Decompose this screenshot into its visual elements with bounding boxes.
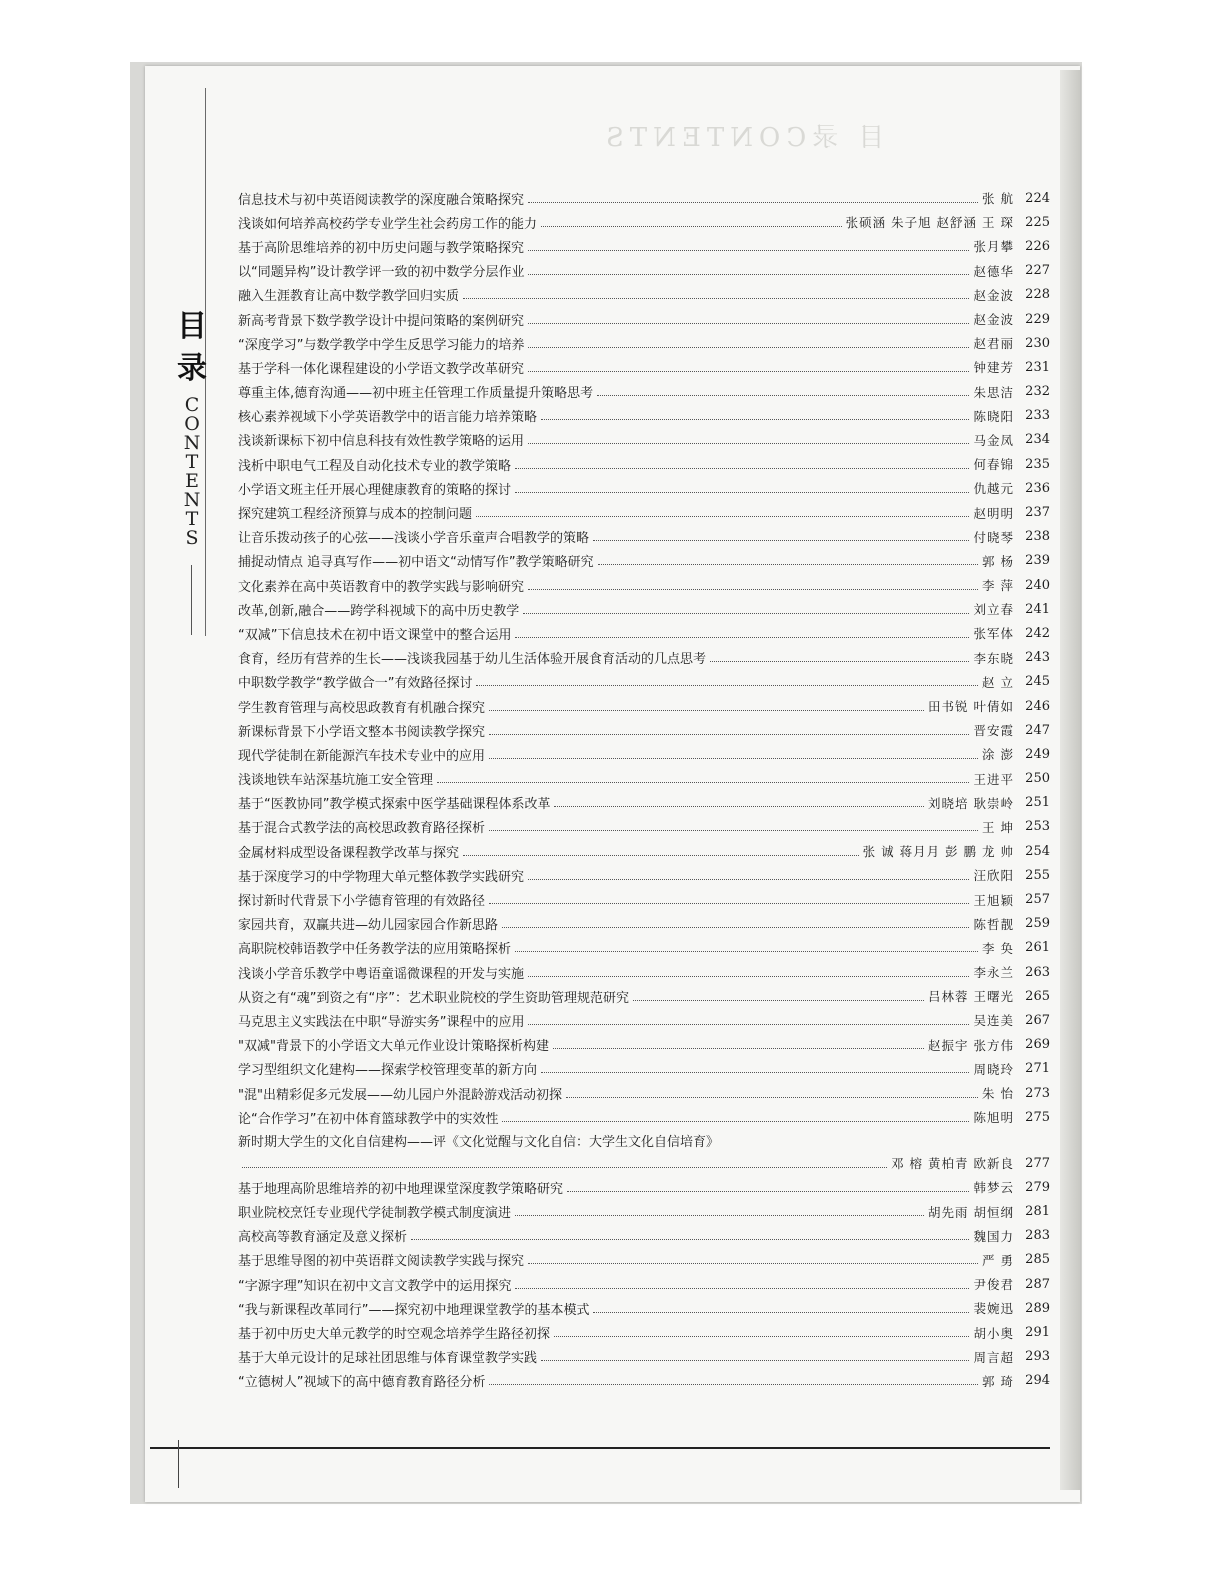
- dot-leader: [476, 516, 969, 517]
- entry-title: 基于初中历史大单元教学的时空观念培养学生路径初探: [238, 1327, 551, 1343]
- entry-title: 小学语文班主任开展心理健康教育的策略的探讨: [238, 482, 512, 498]
- side-title-letter: C: [184, 394, 200, 416]
- entry-page-number: 293: [1025, 1349, 1050, 1365]
- entry-title: 浅谈小学音乐教学中粤语童谣微课程的开发与实施: [238, 966, 525, 982]
- dot-leader: [515, 1215, 924, 1216]
- entry-authors: 赵德华: [973, 263, 1014, 279]
- entry-authors: 刘立春: [973, 602, 1014, 618]
- entry-authors: 吴连美: [973, 1013, 1014, 1029]
- entry-page-number: 234: [1025, 432, 1050, 448]
- dot-leader: [528, 976, 969, 977]
- entry-authors: 严 勇: [982, 1252, 1014, 1268]
- entry-title: 新高考背景下数学教学设计中提问策略的案例研究: [238, 313, 525, 329]
- entry-title: 从资之有“魂”到资之有“序”：艺术职业院校的学生资助管理规范研究: [238, 990, 629, 1006]
- toc-entry[interactable]: [238, 210, 1050, 234]
- dot-leader: [528, 1024, 969, 1025]
- entry-authors: 韩梦云: [973, 1180, 1014, 1196]
- entry-title: 基于混合式教学法的高校思政教育路径探析: [238, 821, 486, 837]
- side-rule: [191, 565, 192, 635]
- entry-page-number: 279: [1025, 1179, 1050, 1195]
- side-title-letter: T: [185, 508, 199, 530]
- dot-leader: [437, 782, 969, 783]
- entry-page-number: 250: [1025, 771, 1050, 787]
- entry-title: 改革,创新,融合——跨学科视域下的高中历史教学: [238, 603, 520, 619]
- entry-authors: 赵君丽: [973, 336, 1014, 352]
- entry-page-number: 231: [1025, 359, 1050, 375]
- entry-authors: 何春锦: [973, 457, 1014, 473]
- toc-entry[interactable]: [238, 1345, 1050, 1369]
- dot-leader: [528, 323, 969, 324]
- entry-authors: 王旭颖: [973, 892, 1014, 908]
- side-title-en: [172, 396, 212, 548]
- dot-leader: [566, 1097, 978, 1098]
- entry-title: 尊重主体,德育沟通——初中班主任管理工作质量提升策略思考: [238, 386, 594, 402]
- side-title-letter: T: [185, 451, 199, 473]
- toc-entry[interactable]: [238, 549, 1050, 573]
- toc-entry[interactable]: [238, 936, 1050, 960]
- entry-page-number: 233: [1025, 408, 1050, 424]
- entry-title: 浅谈如何培养高校药学专业学生社会药房工作的能力: [238, 216, 538, 232]
- entry-title: 中职数学教学“教学做合一”有效路径探讨: [238, 676, 473, 692]
- entry-authors: 陈晓阳: [973, 408, 1014, 424]
- entry-authors: 李 奂: [982, 940, 1014, 956]
- toc-entry[interactable]: [238, 742, 1050, 766]
- entry-page-number: 261: [1025, 940, 1050, 956]
- toc-entry[interactable]: [238, 887, 1050, 911]
- entry-authors: 汪欣阳: [973, 868, 1014, 884]
- dot-leader: [489, 758, 978, 759]
- entry-authors: 周晓玲: [973, 1061, 1014, 1077]
- entry-page-number: 245: [1025, 674, 1050, 690]
- entry-title: 让音乐拨动孩子的心弦——浅谈小学音乐童声合唱教学的策略: [238, 531, 590, 547]
- entry-page-number: 273: [1025, 1085, 1050, 1101]
- entry-title: 基于高阶思维培养的初中历史问题与教学策略探究: [238, 240, 525, 256]
- toc-entry[interactable]: [238, 500, 1050, 524]
- toc-entry[interactable]: [238, 380, 1050, 404]
- entry-page-number: 227: [1025, 263, 1050, 279]
- entry-authors: 赵金波: [973, 287, 1014, 303]
- entry-authors: 朱 怡: [982, 1086, 1014, 1102]
- dot-leader: [515, 492, 969, 493]
- dot-leader: [528, 274, 969, 275]
- dot-leader: [489, 903, 969, 904]
- toc-entry[interactable]: [238, 1105, 1050, 1129]
- entry-authors: 吕林蓉 王曙光: [928, 989, 1014, 1005]
- entry-authors: 晋安霞: [973, 723, 1014, 739]
- entry-page-number: 232: [1025, 384, 1050, 400]
- toc-entry[interactable]: [238, 1200, 1050, 1224]
- entry-title: “双减”下信息技术在初中语文课堂中的整合运用: [238, 627, 512, 643]
- toc-entry[interactable]: [238, 646, 1050, 670]
- dot-leader: [411, 1239, 969, 1240]
- entry-title: 金属材料成型设备课程教学改革与探究: [238, 845, 460, 861]
- entry-title: "双减"背景下的小学语文大单元作业设计策略探析构建: [238, 1039, 549, 1055]
- entry-authors: 朱思洁: [973, 384, 1014, 400]
- toc-entry[interactable]: [238, 355, 1050, 379]
- side-title-cn-1: 目: [177, 309, 207, 344]
- entry-authors: 赵金波: [973, 312, 1014, 328]
- dot-leader: [489, 1384, 978, 1385]
- toc-entry[interactable]: [238, 283, 1050, 307]
- toc-entry[interactable]: [238, 960, 1050, 984]
- dot-leader: [528, 443, 969, 444]
- side-title-letter: O: [184, 413, 200, 435]
- entry-title: 现代学徒制在新能源汽车技术专业中的应用: [238, 748, 486, 764]
- dot-leader: [528, 879, 969, 880]
- entry-authors: 邓 榕 黄柏青 欧新良: [891, 1156, 1014, 1172]
- toc-entry[interactable]: [238, 404, 1050, 428]
- entry-authors: 张 诚 蒋月月 彭 鹏 龙 帅: [862, 844, 1014, 860]
- entry-page-number: 253: [1025, 819, 1050, 835]
- entry-page-number: 255: [1025, 867, 1050, 883]
- entry-page-number: 241: [1025, 601, 1050, 617]
- entry-title: 文化素养在高中英语教育中的教学实践与影响研究: [238, 579, 525, 595]
- side-title-letter: N: [183, 489, 201, 511]
- bottom-vertical-rule: [178, 1440, 179, 1488]
- dot-leader: [528, 250, 969, 251]
- entry-authors: 裴婉迅: [973, 1301, 1014, 1317]
- entry-title: “立德树人”视域下的高中德育教育路径分析: [238, 1375, 486, 1391]
- entry-authors: 赵明明: [973, 505, 1014, 521]
- entry-title: 论“合作学习”在初中体育篮球教学中的实效性: [238, 1111, 499, 1127]
- entry-title: 新课标背景下小学语文整本书阅读教学探究: [238, 724, 486, 740]
- entry-authors: 仇越元: [973, 481, 1014, 497]
- entry-title: 基于思维导图的初中英语群文阅读教学实践与探究: [238, 1254, 525, 1270]
- entry-title: 探究建筑工程经济预算与成本的控制问题: [238, 507, 473, 523]
- entry-title: 高职院校韩语教学中任务教学法的应用策略探析: [238, 942, 512, 958]
- dot-leader: [554, 1336, 969, 1337]
- entry-authors: 张军体: [973, 626, 1014, 642]
- dot-leader: [523, 613, 969, 614]
- dot-leader: [541, 419, 969, 420]
- entry-page-number: 236: [1025, 480, 1050, 496]
- dot-leader: [541, 226, 842, 227]
- toc-entry[interactable]: [238, 1081, 1050, 1105]
- dot-leader: [515, 951, 978, 952]
- dot-leader: [463, 298, 969, 299]
- toc-entry[interactable]: [238, 452, 1050, 476]
- toc-entry[interactable]: [238, 1008, 1050, 1032]
- entry-page-number: 228: [1025, 287, 1050, 303]
- entry-title: “我与新课程改革同行”——探究初中地理课堂教学的基本模式: [238, 1302, 590, 1318]
- entry-page-number: 238: [1025, 529, 1050, 545]
- entry-title: 融入生涯教育让高中数学教学回归实质: [238, 289, 460, 305]
- entry-page-number: 237: [1025, 505, 1050, 521]
- entry-page-number: 229: [1025, 311, 1050, 327]
- entry-title: 家园共育，双赢共进—幼儿园家园合作新思路: [238, 918, 499, 934]
- entry-title: 基于“医教协同”教学模式探索中医学基础课程体系改革: [238, 797, 551, 813]
- dot-leader: [489, 830, 978, 831]
- entry-title: “深度学习”与数学教学中学生反思学习能力的培养: [238, 337, 525, 353]
- bottom-rule: [150, 1447, 1050, 1449]
- side-title-letter: N: [183, 432, 201, 454]
- dot-leader: [541, 1360, 969, 1361]
- toc-entry[interactable]: [238, 984, 1050, 1008]
- bleed-through-header: 目 录CONTENTS: [600, 122, 885, 153]
- entry-title: 以“同题异构”设计教学评一致的初中数学分层作业: [238, 265, 525, 281]
- entry-page-number: 225: [1025, 214, 1050, 230]
- dot-leader: [541, 1072, 969, 1073]
- entry-page-number: 265: [1025, 988, 1050, 1004]
- dot-leader: [476, 685, 978, 686]
- entry-authors: 陈旭明: [973, 1110, 1014, 1126]
- entry-title: 学生教育管理与高校思政教育有机融合探究: [238, 700, 486, 716]
- toc-entry[interactable]: [238, 476, 1050, 500]
- entry-page-number: 259: [1025, 916, 1050, 932]
- toc-entry[interactable]: [238, 1175, 1050, 1199]
- entry-page-number: 289: [1025, 1300, 1050, 1316]
- entry-title: "混"出精彩促多元发展——幼儿园户外混龄游戏活动初探: [238, 1087, 562, 1103]
- entry-page-number: 246: [1025, 698, 1050, 714]
- toc-entry[interactable]: [238, 1057, 1050, 1081]
- entry-title: 高校高等教育涵定及意义探析: [238, 1230, 408, 1246]
- entry-authors: 郭 杨: [982, 553, 1014, 569]
- entry-page-number: 269: [1025, 1037, 1050, 1053]
- entry-page-number: 263: [1025, 964, 1050, 980]
- toc-entry[interactable]: [238, 694, 1050, 718]
- entry-title: 浅析中职电气工程及自动化技术专业的教学策略: [238, 458, 512, 474]
- entry-title: 职业院校烹饪专业现代学徒制教学模式制度演进: [238, 1206, 512, 1222]
- entry-authors: 张硕涵 朱子旭 赵舒涵 王 琛: [845, 215, 1014, 231]
- entry-page-number: 224: [1025, 190, 1050, 206]
- entry-authors: 胡先雨 胡恒纲: [928, 1204, 1014, 1220]
- entry-authors: 马金凤: [973, 432, 1014, 448]
- toc-entry[interactable]: [238, 1320, 1050, 1344]
- dot-leader: [710, 661, 969, 662]
- toc-entry[interactable]: [238, 718, 1050, 742]
- toc-entry[interactable]: [238, 331, 1050, 355]
- entry-page-number: 251: [1025, 795, 1050, 811]
- entry-authors: 胡小奥: [973, 1325, 1014, 1341]
- entry-page-number: 285: [1025, 1252, 1050, 1268]
- entry-title: “字源字理”知识在初中文言文教学中的运用探究: [238, 1278, 512, 1294]
- dot-leader: [528, 371, 969, 372]
- toc-entry[interactable]: [238, 597, 1050, 621]
- entry-authors: 刘晓培 耿崇岭: [928, 795, 1014, 811]
- entry-authors: 魏国力: [973, 1228, 1014, 1244]
- entry-title: 食育，经历有营养的生长——浅谈我园基于幼儿生活体验开展食育活动的几点思考: [238, 652, 707, 668]
- entry-authors: 王 坤: [982, 819, 1014, 835]
- toc-entry[interactable]: [238, 259, 1050, 283]
- dot-leader: [554, 806, 924, 807]
- entry-page-number: 271: [1025, 1061, 1050, 1077]
- toc-entry[interactable]: [238, 1369, 1050, 1393]
- entry-authors: 陈哲靓: [973, 916, 1014, 932]
- toc-entry[interactable]: [238, 791, 1050, 815]
- entry-title: 基于学科一体化课程建设的小学语文教学改革研究: [238, 361, 525, 377]
- entry-authors: 赵 立: [982, 674, 1014, 690]
- dot-leader: [242, 1167, 887, 1168]
- dot-leader: [489, 710, 924, 711]
- entry-page-number: 267: [1025, 1012, 1050, 1028]
- toc-entry[interactable]: [238, 863, 1050, 887]
- toc-entry[interactable]: [238, 573, 1050, 597]
- entry-authors: 王进平: [973, 771, 1014, 787]
- toc-entry[interactable]: [238, 186, 1050, 210]
- dot-leader: [528, 347, 969, 348]
- entry-page-number: 281: [1025, 1204, 1050, 1220]
- entry-page-number: 277: [1025, 1155, 1050, 1171]
- entry-authors: 付晓琴: [973, 529, 1014, 545]
- entry-page-number: 291: [1025, 1325, 1050, 1341]
- toc-entry[interactable]: [238, 670, 1050, 694]
- dot-leader: [463, 855, 859, 856]
- dot-leader: [515, 637, 969, 638]
- toc-entry[interactable]: [238, 839, 1050, 863]
- entry-page-number: 287: [1025, 1276, 1050, 1292]
- entry-page-number: 235: [1025, 456, 1050, 472]
- toc-entry[interactable]: [238, 815, 1050, 839]
- page-edge: [1060, 70, 1080, 1490]
- dot-leader: [515, 1288, 969, 1289]
- toc-entry[interactable]: [238, 525, 1050, 549]
- dot-leader: [515, 468, 969, 469]
- entry-page-number: 249: [1025, 746, 1050, 762]
- entry-authors: 李永兰: [973, 965, 1014, 981]
- entry-title: 浅谈新课标下初中信息科技有效性教学策略的运用: [238, 434, 525, 450]
- toc-entry[interactable]: [238, 1151, 1050, 1175]
- entry-authors: 钟建芳: [973, 360, 1014, 376]
- dot-leader: [489, 734, 969, 735]
- entry-page-number: 242: [1025, 625, 1050, 641]
- dot-leader: [528, 1263, 978, 1264]
- entry-title: 学习型组织文化建构——探索学校管理变革的新方向: [238, 1063, 538, 1079]
- toc-entry[interactable]: [238, 912, 1050, 936]
- entry-page-number: 247: [1025, 722, 1050, 738]
- toc-entry[interactable]: [238, 307, 1050, 331]
- entry-authors: 张 航: [982, 191, 1014, 207]
- entry-authors: 周言超: [973, 1349, 1014, 1365]
- toc-entry[interactable]: [238, 1224, 1050, 1248]
- dot-leader: [597, 395, 969, 396]
- entry-title: 捕捉动情点 追寻真写作——初中语文“动情写作”教学策略研究: [238, 555, 594, 571]
- toc-entry[interactable]: [238, 428, 1050, 452]
- entry-authors: 赵振宇 张方伟: [928, 1037, 1014, 1053]
- entry-title: 浅谈地铁车站深基坑施工安全管理: [238, 773, 434, 789]
- toc-entry[interactable]: [238, 234, 1050, 258]
- dot-leader: [553, 1048, 924, 1049]
- entry-title: 马克思主义实践法在中职“导游实务”课程中的应用: [238, 1014, 525, 1030]
- entry-authors: 张月攀: [973, 239, 1014, 255]
- entry-title: 探讨新时代背景下小学德育管理的有效路径: [238, 894, 486, 910]
- dot-leader: [528, 202, 978, 203]
- entry-page-number: 254: [1025, 843, 1050, 859]
- entry-page-number: 230: [1025, 335, 1050, 351]
- entry-page-number: 226: [1025, 238, 1050, 254]
- entry-authors: 郭 琦: [982, 1373, 1014, 1389]
- dot-leader: [567, 1191, 969, 1192]
- entry-title: 基于大单元设计的足球社团思维与体育课堂教学实践: [238, 1351, 538, 1367]
- entry-authors: 涂 澎: [982, 747, 1014, 763]
- entry-authors: 李 萍: [982, 578, 1014, 594]
- entry-page-number: 257: [1025, 892, 1050, 908]
- entry-authors: 尹俊君: [973, 1277, 1014, 1293]
- table-of-contents: [238, 186, 1050, 1393]
- side-title-letter: S: [185, 527, 199, 549]
- dot-leader: [502, 927, 969, 928]
- entry-title: 新时期大学生的文化自信建构——评《文化觉醒与文化自信：大学生文化自信培育》: [238, 1134, 720, 1150]
- entry-authors: 李东晓: [973, 650, 1014, 666]
- toc-entry[interactable]: [238, 621, 1050, 645]
- dot-leader: [633, 1000, 924, 1001]
- dot-leader: [598, 564, 978, 565]
- entry-page-number: 240: [1025, 577, 1050, 593]
- toc-entry[interactable]: [238, 1129, 1050, 1151]
- toc-entry[interactable]: [238, 1033, 1050, 1057]
- entry-page-number: 243: [1025, 650, 1050, 666]
- entry-title: 核心素养视域下小学英语教学中的语言能力培养策略: [238, 410, 538, 426]
- entry-page-number: 239: [1025, 553, 1050, 569]
- dot-leader: [593, 1312, 969, 1313]
- entry-page-number: 294: [1025, 1373, 1050, 1389]
- dot-leader: [528, 589, 978, 590]
- dot-leader: [593, 540, 969, 541]
- side-title-letter: E: [185, 470, 199, 492]
- entry-title: 基于地理高阶思维培养的初中地理课堂深度教学策略研究: [238, 1181, 564, 1197]
- entry-authors: 田书锐 叶倩如: [928, 699, 1014, 715]
- toc-entry[interactable]: [238, 1248, 1050, 1272]
- entry-title: 基于深度学习的中学物理大单元整体教学实践研究: [238, 869, 525, 885]
- toc-entry[interactable]: [238, 1296, 1050, 1320]
- entry-title: 信息技术与初中英语阅读教学的深度融合策略探究: [238, 192, 525, 208]
- toc-entry[interactable]: [238, 767, 1050, 791]
- toc-entry[interactable]: [238, 1272, 1050, 1296]
- dot-leader: [502, 1121, 969, 1122]
- entry-page-number: 275: [1025, 1109, 1050, 1125]
- side-title-cn-2: 录: [177, 351, 207, 386]
- entry-page-number: 283: [1025, 1228, 1050, 1244]
- side-title: [172, 306, 212, 548]
